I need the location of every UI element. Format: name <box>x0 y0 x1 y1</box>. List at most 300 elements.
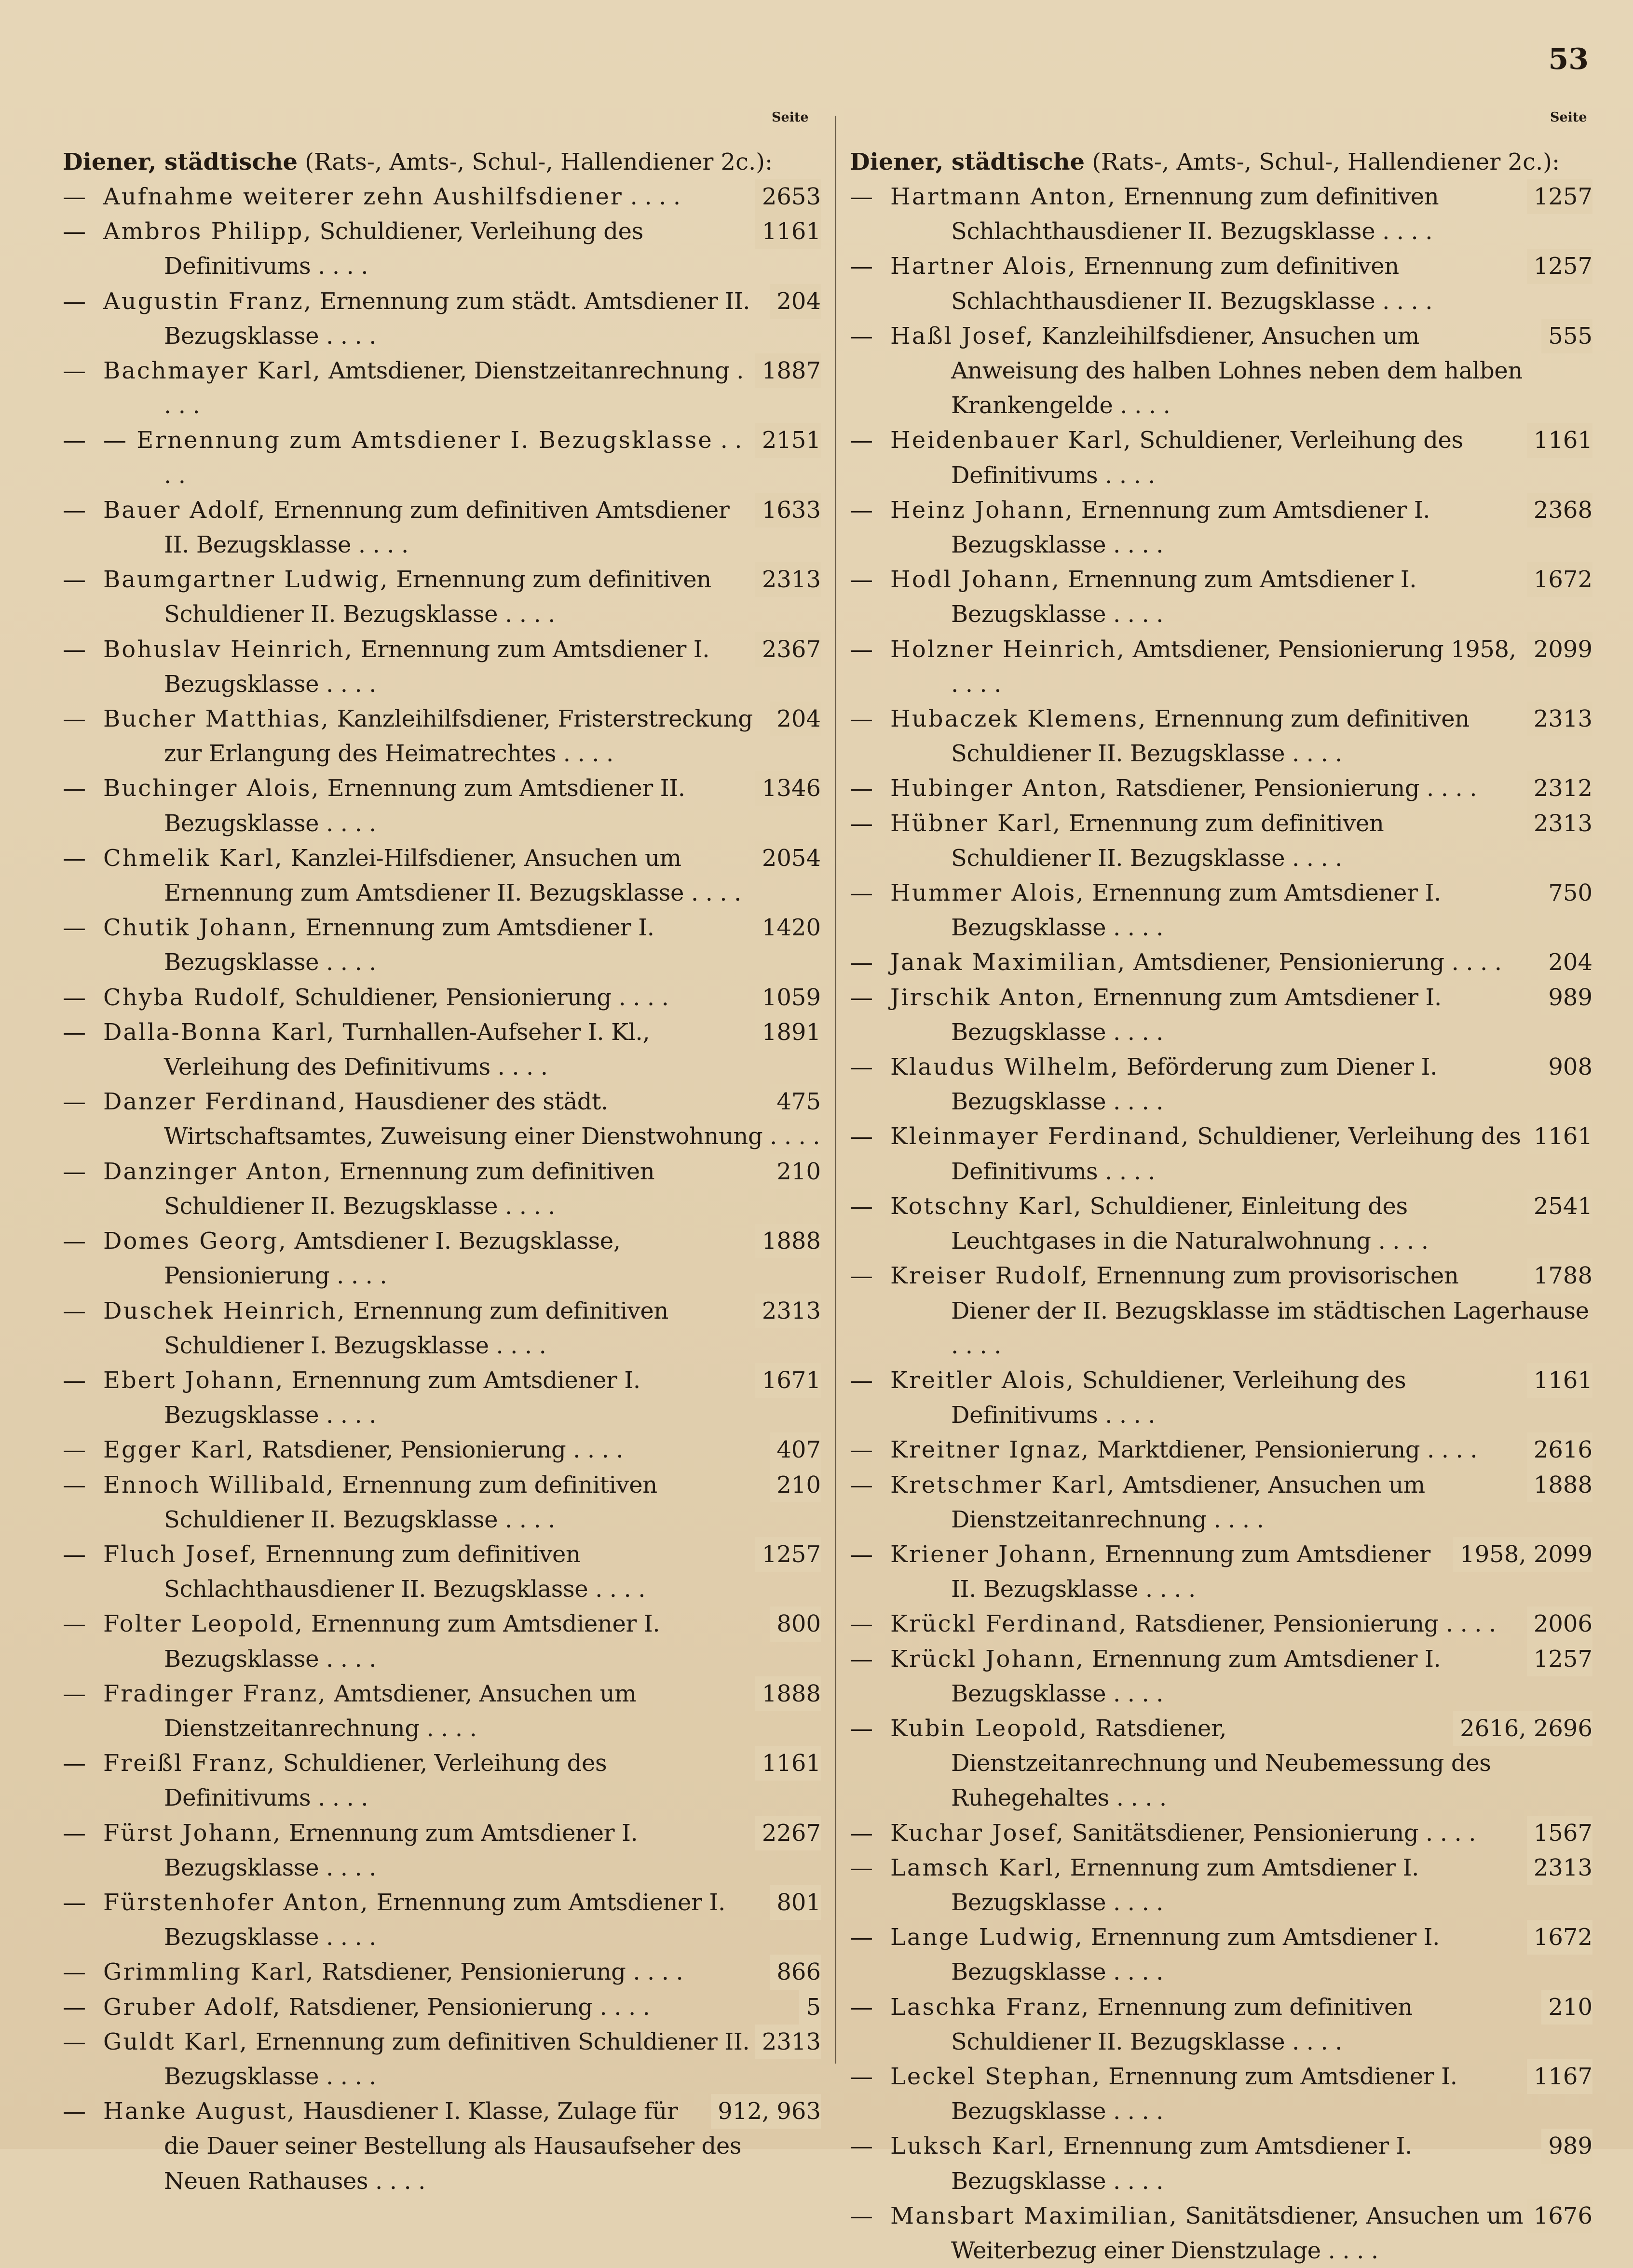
entry-dash: — <box>850 1540 873 1568</box>
leader-dots: . . . . <box>1106 914 1164 942</box>
leader-dots: . . . . <box>556 740 613 768</box>
index-entry <box>850 1363 1592 1432</box>
entry-dash: — <box>850 1471 873 1498</box>
page-reference: 1672 <box>1527 1920 1592 1955</box>
entry-name: Fradinger Franz, <box>103 1680 327 1707</box>
entry-description: Ratsdiener, Dienstzeitanrechnung und Neubemessung des Ruhegehaltes <box>951 1714 1491 1812</box>
entry-name: Ennoch Willibald, <box>103 1471 335 1498</box>
page-reference: 989 <box>1541 2129 1592 2163</box>
entry-description: Ernennung zum Amtsdiener I. Bezugsklasse <box>164 1366 640 1429</box>
leader-dots: . . . . <box>1106 1088 1164 1116</box>
entry-dash: — <box>850 1714 873 1742</box>
index-entry <box>850 702 1592 771</box>
leader-dots: . . . . <box>1106 1680 1164 1707</box>
entry-dash: — <box>63 1018 86 1046</box>
index-entry <box>63 1294 821 1363</box>
entry-name: Bohuslav Heinrich, <box>103 635 354 663</box>
entry-dash: — <box>63 1436 86 1464</box>
entry-description: Ernennung zum Amtsdiener I. Bezugsklasse <box>951 1924 1440 1986</box>
leader-dots: . . . . <box>319 1402 377 1429</box>
entry-name: Freißl Franz, <box>103 1750 276 1777</box>
index-entry <box>850 562 1592 632</box>
leader-dots: . . . . <box>1285 2028 1343 2055</box>
entry-name: Duschek Heinrich, <box>103 1297 346 1324</box>
leader-dots: . . . . <box>419 1714 477 1742</box>
page-reference: 5 <box>799 1990 821 2025</box>
entry-name: Heinz Johann, <box>890 496 1074 524</box>
index-entry <box>63 632 821 702</box>
page-reference: 2267 <box>755 1816 821 1850</box>
leader-dots: . . . . <box>329 1262 387 1290</box>
page-reference: 2313 <box>755 2025 821 2059</box>
entry-name: Kretschmer Karl, <box>890 1471 1116 1498</box>
entry-dash: — <box>63 1610 86 1638</box>
entry-dash: — <box>850 879 873 907</box>
leader-dots: . . . . <box>498 1506 556 1533</box>
entry-description: Ratsdiener, Pensionierung <box>281 1993 593 2021</box>
index-entry <box>63 1468 821 1537</box>
entry-description: Ernennung zum definitiven Schlachthausdiener II. Bezugsklasse <box>951 253 1399 315</box>
entry-description: Ernennung zum Amtsdiener I. Bezugsklasse <box>164 914 654 976</box>
entry-name: Ambros Philipp, <box>103 218 313 245</box>
index-entry <box>850 2129 1592 2198</box>
entry-name: Folter Leopold, <box>103 1610 304 1638</box>
entry-description: Amtsdiener I. Bezugsklasse, Pensionierung <box>164 1228 621 1290</box>
page-reference: 555 <box>1541 319 1592 353</box>
entry-dash: — <box>850 183 873 210</box>
entry-description: Schuldiener, Verleihung des Definitivums <box>164 1750 607 1812</box>
entry-name: Krückl Johann, <box>890 1645 1085 1673</box>
entry-description: Turnhallen-Aufseher I. Kl., Verleihung des Definitivums <box>164 1018 650 1081</box>
entry-description: Ernennung zum definitiven Schuldiener II. Bezugsklasse <box>164 566 711 628</box>
entry-name: Kleinmayer Ferdinand, <box>890 1123 1190 1150</box>
leader-dots: . . . . <box>623 183 680 210</box>
leader-dots: . . . . <box>311 253 368 280</box>
entry-description: Amtsdiener, Dienstzeitanrechnung <box>321 357 730 385</box>
page-reference: 2006 <box>1527 1606 1592 1641</box>
index-column-right <box>850 145 1592 2268</box>
index-entry <box>63 910 821 980</box>
index-entry <box>850 1189 1592 1258</box>
entry-description: Ernennung zum definitiven Schuldiener II. Bezugsklasse <box>164 1471 657 1533</box>
index-entry <box>850 1606 1592 1641</box>
index-entry <box>63 1955 821 1989</box>
entry-dash: — <box>63 496 86 524</box>
entry-dash: — <box>63 1297 86 1324</box>
index-entry <box>63 702 821 771</box>
leader-dots: . . . . <box>498 601 556 628</box>
index-entry <box>63 1816 821 1885</box>
entry-name: Fürst Johann, <box>103 1819 282 1847</box>
entry-dash: — <box>63 2028 86 2055</box>
entry-dash: — <box>850 253 873 280</box>
entry-name: Dalla-Bonna Karl, <box>103 1018 336 1046</box>
page-reference: 912, 963 <box>711 2094 821 2129</box>
leader-dots: . . . . <box>1106 1889 1164 1916</box>
page-reference: 1958, 2099 <box>1453 1537 1592 1572</box>
page-reference: 1887 <box>755 353 821 388</box>
entry-name: Bauer Adolf, <box>103 496 267 524</box>
page-reference: 1161 <box>1527 1363 1592 1398</box>
entry-name: Mansbart Maximilian, <box>890 2202 1178 2229</box>
page-reference: 204 <box>1541 945 1592 980</box>
leader-dots: . . . . <box>1109 1784 1167 1812</box>
entry-description: Schuldiener, Verleihung des Definitivums <box>951 427 1463 489</box>
entry-description: Ernennung zum städt. Amtsdiener II. Bezugsklasse <box>164 287 750 350</box>
leader-dots: . . . . <box>1285 740 1343 768</box>
index-entry <box>63 980 821 1015</box>
entry-name: Hanke August, <box>103 2098 296 2125</box>
section-heading: Diener, städtische (Rats-, Amts-, Schul-, Hallendiener 2c.): <box>850 148 1560 176</box>
index-entry <box>63 353 821 423</box>
entry-description: Ernennung zum Amtsdiener I. Bezugsklasse <box>951 1645 1441 1707</box>
page-reference: 1891 <box>755 1015 821 1050</box>
entry-description: Schuldiener, Verleihung des Definitivums <box>164 218 643 280</box>
leader-dots: . . . . <box>1206 1506 1264 1533</box>
entry-dash: — <box>63 1680 86 1707</box>
entry-name: Chmelik Karl, <box>103 844 284 872</box>
entry-description: Kanzleihilfsdiener, Ansuchen um Anweisung des halben Lohnes neben dem halben Krankengelde <box>951 322 1523 419</box>
leader-dots: . . . . <box>1285 844 1343 872</box>
page-reference: 2367 <box>755 632 821 667</box>
entry-dash: — <box>850 1854 873 1881</box>
index-entry <box>850 493 1592 562</box>
entry-name: Domes Georg, <box>103 1228 287 1255</box>
entry-dash: — <box>63 984 86 1011</box>
index-entry <box>850 1642 1592 1711</box>
entry-dash: — <box>850 566 873 594</box>
entry-name: Haßl Josef, <box>890 322 1034 350</box>
entry-description: Ernennung zum Amtsdiener I. Bezugsklasse <box>951 2063 1457 2125</box>
leader-dots: . . . . <box>1113 392 1170 419</box>
entry-name: Kreitler Alois, <box>890 1366 1075 1394</box>
index-entry <box>63 179 821 214</box>
index-entry <box>850 1816 1592 1850</box>
page-reference: 2054 <box>755 841 821 876</box>
entry-name: Hubinger Anton, <box>890 775 1109 802</box>
entry-description: Hausdiener des städt. Wirtschaftsamtes, Zuweisung einer Dienstwohnung <box>164 1088 763 1150</box>
entry-name: Hummer Alois, <box>890 879 1085 907</box>
page-reference: 407 <box>770 1432 821 1467</box>
leader-dots: . . . . <box>1371 1228 1429 1255</box>
index-entry <box>850 1119 1592 1188</box>
entry-dash: — <box>850 1192 873 1220</box>
entry-description: Ernennung zum definitiven Schuldiener II. Bezugsklasse <box>164 2028 750 2090</box>
column-divider <box>835 116 836 2064</box>
entry-name: Egger Karl, <box>103 1436 255 1464</box>
entry-dash: — <box>850 984 873 1011</box>
entry-description: Ernennung zum Amtsdiener I. Bezugsklasse <box>951 496 1430 559</box>
leader-dots: . . . . <box>1320 2237 1378 2264</box>
leader-dots: . . . . <box>1420 1436 1478 1464</box>
page-reference: 801 <box>770 1885 821 1920</box>
page-reference: 1567 <box>1527 1816 1592 1850</box>
leader-dots: . . . . <box>1098 461 1156 489</box>
entry-name: Kreiser Rudolf, <box>890 1262 1089 1290</box>
entry-name: Heidenbauer Karl, <box>890 427 1132 454</box>
leader-dots: . . . . <box>1439 1610 1496 1638</box>
leader-dots: . . . . <box>951 1332 1002 1359</box>
page-reference: 866 <box>770 1955 821 1989</box>
entry-name: Grimmling Karl, <box>103 1958 315 1986</box>
leader-dots: . . . . <box>311 1784 368 1812</box>
page-reference: 750 <box>1541 876 1592 910</box>
page-reference: 1161 <box>1527 1119 1592 1154</box>
leader-dots: . . . . <box>1418 1819 1476 1847</box>
entry-dash: — <box>63 218 86 245</box>
index-entry <box>850 1711 1592 1816</box>
entry-name: Gruber Adolf, <box>103 1993 282 2021</box>
page-reference: 1257 <box>755 1537 821 1572</box>
entry-dash: — <box>850 2063 873 2090</box>
index-entry <box>850 771 1592 806</box>
page-reference: 2313 <box>1527 1850 1592 1885</box>
leader-dots: . . . . <box>319 1854 377 1881</box>
entry-description: Ratsdiener, Pensionierung <box>1108 775 1420 802</box>
leader-dots: . . . . <box>588 1576 646 1603</box>
entry-name: Aufnahme weiterer zehn Aushilfsdiener <box>103 183 623 210</box>
entry-name: Lamsch Karl, <box>890 1854 1063 1881</box>
entry-name: Kriener Johann, <box>890 1540 1098 1568</box>
index-entry <box>850 980 1592 1050</box>
entry-description: Marktdiener, Pensionierung <box>1090 1436 1420 1464</box>
entry-name: Chutik Johann, <box>103 914 299 942</box>
entry-description: Kanzleihilfsdiener, Fristerstreckung zur Erlangung des Heimatrechtes <box>164 705 753 768</box>
entry-name: Laschka Franz, <box>890 1993 1090 2021</box>
entry-name: Bucher Matthias, <box>103 705 330 733</box>
entry-name: Hubaczek Klemens, <box>890 705 1147 733</box>
entry-description: Ernennung zum Amtsdiener II. Bezugsklasse <box>164 775 685 837</box>
leader-dots: . . . . <box>1098 1158 1156 1185</box>
index-entry <box>850 806 1592 876</box>
page-reference: 204 <box>770 284 821 319</box>
entry-name: Fluch Josef, <box>103 1540 259 1568</box>
leader-dots: . . . . <box>684 879 741 907</box>
entry-description: Kanzlei-Hilfsdiener, Ansuchen um Ernennung zum Amtsdiener II. Bezugsklasse <box>164 844 684 907</box>
leader-dots: . . . . <box>1106 531 1164 559</box>
index-entry <box>63 1084 821 1154</box>
entry-description: Sanitätsdiener, Pensionierung <box>1064 1819 1419 1847</box>
entry-dash: — <box>63 1088 86 1116</box>
entry-name: Chyba Rudolf, <box>103 984 287 1011</box>
page-reference: 1888 <box>1527 1468 1592 1502</box>
entry-dash: — <box>850 635 873 663</box>
entry-dash: — <box>63 1158 86 1185</box>
entry-description: Ernennung zum Amtsdiener I. Bezugsklasse <box>164 635 710 698</box>
entry-description: Ernennung zum definitiven Amtsdiener II. Bezugsklasse <box>164 496 730 559</box>
leader-dots: . . . . <box>1375 218 1433 245</box>
entry-name: Kuchar Josef, <box>890 1819 1065 1847</box>
entry-description: Amtsdiener, Ansuchen um Dienstzeitanrechnung <box>164 1680 637 1742</box>
entry-dash: — <box>850 775 873 802</box>
entry-description: Ernennung zum definitiven Schuldiener I. Bezugsklasse <box>164 1297 668 1359</box>
page-reference: 908 <box>1541 1050 1592 1084</box>
entry-name: Jirschik Anton, <box>890 984 1086 1011</box>
index-entry <box>850 423 1592 492</box>
leader-dots: . . . . <box>1106 2098 1164 2125</box>
entry-name: Holzner Heinrich, <box>890 635 1126 663</box>
index-entry <box>850 1050 1592 1119</box>
page-reference: 2616 <box>1527 1432 1592 1467</box>
leader-dots: . . . . <box>1444 949 1502 976</box>
entry-dash: — <box>850 2202 873 2229</box>
entry-dash: — <box>63 1366 86 1394</box>
entry-dash: — <box>850 1610 873 1638</box>
entry-description: Ernennung zum Amtsdiener I. Bezugsklasse <box>951 2133 1412 2195</box>
entry-dash: — <box>63 635 86 663</box>
leader-dots: . . . . <box>1106 601 1164 628</box>
entry-description: Ernennung zum Amtsdiener II. Bezugsklasse <box>951 1540 1430 1603</box>
entry-dash: — <box>63 914 86 942</box>
entry-dash: — <box>63 1750 86 1777</box>
entry-dash: — <box>63 705 86 733</box>
leader-dots: . . . . <box>498 1192 556 1220</box>
page-reference: 989 <box>1541 980 1592 1015</box>
index-entry <box>850 1432 1592 1467</box>
index-entry <box>63 284 821 353</box>
page-reference: 210 <box>1541 1990 1592 2025</box>
page-reference: 475 <box>770 1084 821 1119</box>
page-reference: 1161 <box>1527 423 1592 458</box>
entry-name: Kreitner Ignaz, <box>890 1436 1090 1464</box>
entry-name: Krückl Ferdinand, <box>890 1610 1128 1638</box>
entry-dash: — <box>63 1889 86 1916</box>
leader-dots: . . . . <box>368 2167 426 2195</box>
leader-dots: . . . . <box>489 1332 546 1359</box>
index-entry <box>850 1990 1592 2059</box>
entry-description: Ernennung zum Amtsdiener I. Bezugsklasse <box>951 879 1441 942</box>
entry-name: Guldt Karl, <box>103 2028 248 2055</box>
seite-label-left: Seite <box>772 110 809 125</box>
entry-description: Sanitätsdiener, Ansuchen um Weiterbezug einer Dienstzulage <box>951 2202 1524 2264</box>
entry-dash: — <box>850 949 873 976</box>
index-entry <box>63 1224 821 1293</box>
entry-description: Ernennung zum definitiven Schuldiener II. Bezugsklasse <box>951 810 1384 872</box>
entry-dash: — <box>63 1228 86 1255</box>
index-entry <box>850 2059 1592 2129</box>
entry-name: — Ernennung zum Amtsdiener I. Bezugsklasse <box>103 427 713 454</box>
entry-dash: — <box>850 1123 873 1150</box>
entry-description: Ernennung zum Amtsdiener I. Bezugsklasse <box>951 1854 1419 1916</box>
entry-dash: — <box>63 566 86 594</box>
leader-dots: . . . . <box>164 427 742 489</box>
entry-dash: — <box>63 427 86 454</box>
entry-description: Amtsdiener, Pensionierung 1958, <box>1125 635 1516 663</box>
entry-description: Hausdiener I. Klasse, Zulage für die Dauer seiner Bestellung als Hausaufseher des Neuen Rathauses <box>164 2098 742 2195</box>
page-reference: 210 <box>770 1468 821 1502</box>
leader-dots: . . . . <box>319 322 377 350</box>
leader-dots: . . . . <box>1098 1402 1156 1429</box>
index-entry <box>850 249 1592 318</box>
entry-name: Leckel Stephan, <box>890 2063 1102 2090</box>
page-reference: 1633 <box>755 493 821 527</box>
entry-dash: — <box>63 1540 86 1568</box>
entry-description: Ernennung zum definitiven Schuldiener II. Bezugsklasse <box>951 705 1470 768</box>
entry-description: Ernennung zum Amtsdiener I. Bezugsklasse <box>164 1819 638 1881</box>
entry-dash: — <box>850 322 873 350</box>
index-entry <box>63 493 821 562</box>
index-entry <box>850 1537 1592 1606</box>
entry-description: Ernennung zum Amtsdiener I. Bezugsklasse <box>951 566 1417 628</box>
entry-description: Ernennung zum Amtsdiener I. Bezugsklasse <box>164 1889 725 1951</box>
page-reference: 2312 <box>1527 771 1592 806</box>
entry-description: Schuldiener, Verleihung des Definitivums <box>951 1123 1521 1185</box>
entry-name: Bachmayer Karl, <box>103 357 322 385</box>
seite-label-right: Seite <box>1550 110 1587 125</box>
entry-name: Hartmann Anton, <box>890 183 1116 210</box>
page-reference: 2151 <box>755 423 821 458</box>
entry-description: Ernennung zum definitiven Schlachthausdiener II. Bezugsklasse <box>951 183 1439 245</box>
entry-description: Amtsdiener, Ansuchen um Dienstzeitanrechnung <box>951 1471 1425 1533</box>
page-reference: 1257 <box>1527 1642 1592 1676</box>
index-entry <box>63 1676 821 1746</box>
entry-name: Lange Ludwig, <box>890 1924 1084 1951</box>
leader-dots: . . . . <box>1106 2167 1164 2195</box>
entry-description: Ratsdiener, Pensionierung <box>314 1958 626 1986</box>
index-entry <box>63 771 821 840</box>
index-entry <box>850 1920 1592 1989</box>
entry-dash: — <box>850 427 873 454</box>
page-reference: 1788 <box>1527 1258 1592 1293</box>
leader-dots: . . . . <box>1375 287 1433 315</box>
entry-dash: — <box>63 1993 86 2021</box>
leader-dots: . . . . <box>566 1436 624 1464</box>
index-entry <box>850 1258 1592 1363</box>
leader-dots: . . . . <box>1106 1018 1164 1046</box>
index-entry <box>63 1990 821 2025</box>
entry-dash: — <box>850 1262 873 1290</box>
entry-description: Schuldiener, Einleitung des Leuchtgases in die Naturalwohnung <box>951 1192 1408 1255</box>
page-reference: 1059 <box>755 980 821 1015</box>
entry-description: Schuldiener, Verleihung des Definitivums <box>951 1366 1406 1429</box>
leader-dots: . . . . <box>319 670 377 698</box>
page-reference: 2099 <box>1527 632 1592 667</box>
leader-dots: . . . . <box>626 1958 683 1986</box>
entry-dash: — <box>850 496 873 524</box>
page-reference: 204 <box>770 702 821 736</box>
index-entry <box>850 2199 1592 2268</box>
index-entry <box>63 1432 821 1467</box>
entry-dash: — <box>63 2098 86 2125</box>
index-entry <box>63 1885 821 1955</box>
index-entry <box>850 1468 1592 1537</box>
index-entry <box>63 1154 821 1224</box>
leader-dots: . . . . <box>164 357 744 419</box>
page-reference: 2313 <box>755 562 821 597</box>
index-entry <box>850 876 1592 945</box>
entry-dash: — <box>850 1993 873 2021</box>
leader-dots: . . . . <box>592 1993 650 2021</box>
index-entry <box>63 1015 821 1084</box>
page-reference: 1672 <box>1527 562 1592 597</box>
entry-description: Beförderung zum Diener I. Bezugsklasse <box>951 1053 1437 1116</box>
entry-name: Hodl Johann, <box>890 566 1061 594</box>
index-entry <box>63 1537 821 1606</box>
page-reference: 1257 <box>1527 249 1592 284</box>
leader-dots: . . . . <box>1106 1958 1164 1986</box>
page-number: 53 <box>1548 42 1589 76</box>
entry-description: Ratsdiener, Pensionierung <box>1127 1610 1439 1638</box>
entry-description: Amtsdiener, Pensionierung <box>1126 949 1444 976</box>
page-reference: 1888 <box>755 1224 821 1258</box>
page-reference: 1161 <box>755 1746 821 1781</box>
page-reference: 800 <box>770 1606 821 1641</box>
page-reference: 2541 <box>1527 1189 1592 1224</box>
index-entry <box>63 1746 821 1815</box>
entry-description: Ernennung zum definitiven Schuldiener II. Bezugsklasse <box>951 1993 1413 2055</box>
entry-name: Danzinger Anton, <box>103 1158 332 1185</box>
entry-dash: — <box>63 1819 86 1847</box>
